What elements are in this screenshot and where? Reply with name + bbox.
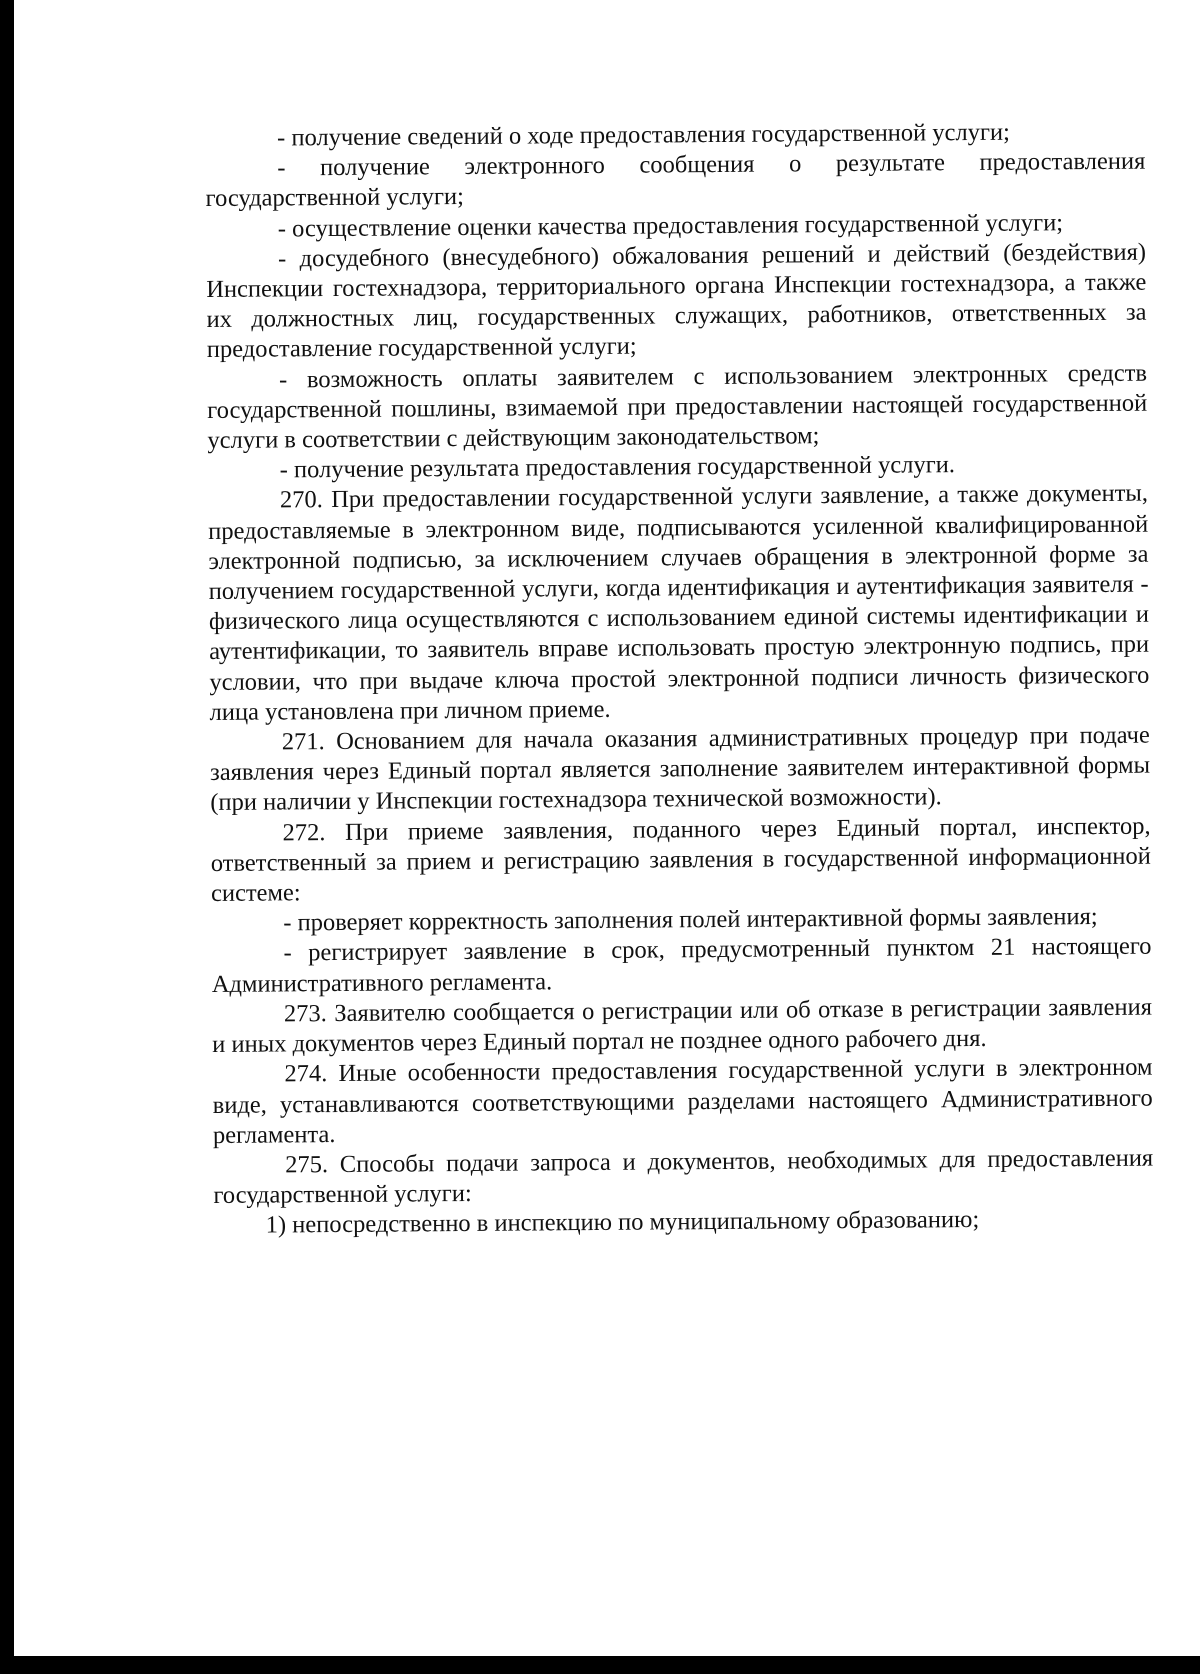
list-item-1: 1) непосредственно в инспекцию по муниципальному образованию; [265,1206,980,1239]
paragraph-bullet-pretrial-appeal: - досудебного (внесудебного) обжалования решений и действий (бездействия) Инспекции гостехнадзора, территориального органа Инспекции гостехнадзора, а также их должностных лиц, государственных служащих, работников, ответственных за предоставление государственной услуги; [206,238,1147,364]
paragraph-bullet-fee-payment: - возможность оплаты заявителем с использованием электронных средств государственной пошлины, взимаемой при предоставлении настоящей государственной услуги в соответствии с действующим законодательством; [207,359,1148,455]
paragraph-bullet-result: - получение результата предоставления государственной услуги. [279,451,956,484]
scan-edge-left [0,0,14,1674]
document-page [205,117,1154,1242]
paragraph-273: 273. Заявителю сообщается о регистрации или об отказе в регистрации заявления и иных документов через Единый портал не позднее одного рабочего дня. [212,993,1153,1059]
scan-edge-bottom [0,1656,1200,1674]
paragraph-271: 271. Основанием для начала оказания административных процедур при подаче заявления через Единый портал является заполнение заявителем интерактивной формы (при наличии у Инспекции гостехнадзора технической возможности). [209,721,1151,817]
paragraph-bullet-check-form: - проверяет корректность заполнения полей интерактивной формы заявления; [283,903,1098,937]
paragraph-275: 275. Способы подачи запроса и документов, необходимых для предоставления государственной услуги: [213,1144,1154,1210]
paragraph-bullet-electronic-message: - получение электронного сообщения о результате предоставления государственной услуги; [205,147,1146,213]
paragraph-274: 274. Иные особенности предоставления государственной услуги в электронном виде, устанавливаются соответствующими разделами настоящего Административного регламента. [212,1053,1153,1149]
paragraph-272: 272. При приеме заявления, поданного через Единый портал, инспектор, ответственный за прием и регистрацию заявления в государственной информационной системе: [210,812,1151,908]
paragraph-270: 270. При предоставлении государственной услуги заявление, а также документы, предоставляемые в электронном виде, подписываются усиленной квалифицированной электронной подписью, за исключением случаев обращения в электронной форме за получением государственной услуги, когда идентификация и аутентификация заявителя - физического лица осуществляются с использованием единой системы идентификации и аутентификации, то заявитель вправе использовать простую электронную подпись, при условии, что при выдаче ключа простой электронной подписи личность физического лица установлена при личном приеме. [208,480,1150,726]
paragraph-bullet-status-info: - получение сведений о ходе предоставления государственной услуги; [277,118,1011,152]
paragraph-bullet-register: - регистрирует заявление в срок, предусмотренный пунктом 21 настоящего Административного регламента. [211,933,1152,998]
paragraph-bullet-quality-assessment: - осуществление оценки качества предоставления государственной услуги; [277,208,1064,243]
